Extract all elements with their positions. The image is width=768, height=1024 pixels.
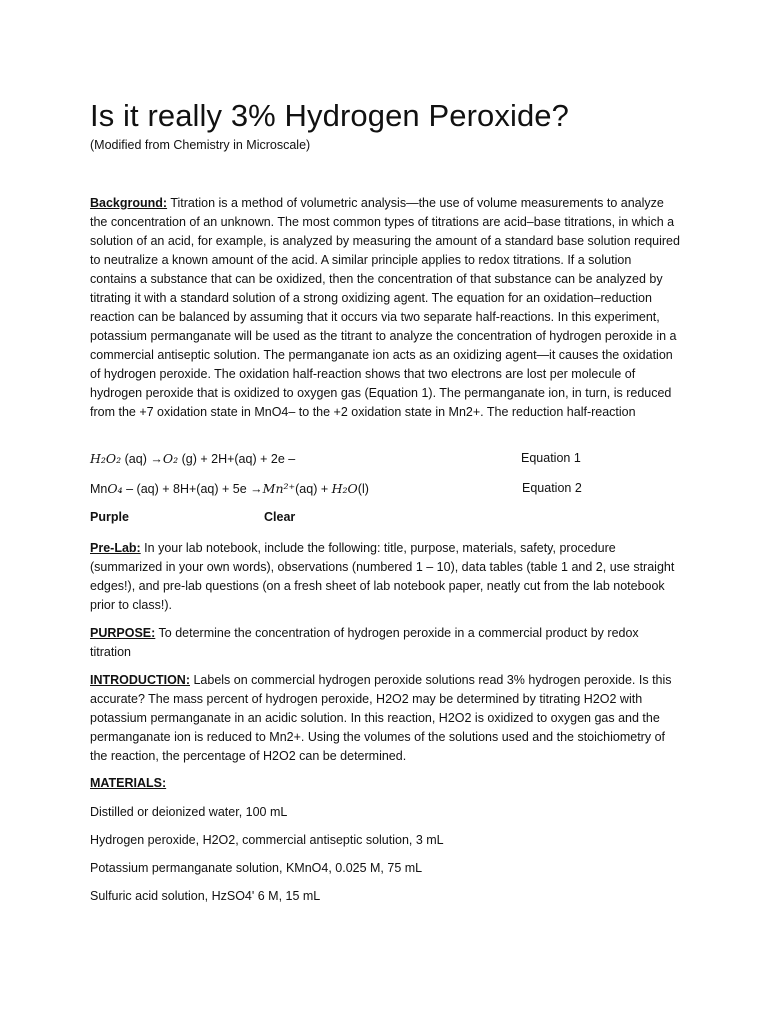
- materials-heading: [90, 776, 166, 790]
- background-paragraph: [90, 194, 680, 422]
- equation-1: [90, 451, 690, 471]
- background-heading: Background:: [90, 196, 168, 210]
- mn2-symbol: Mn²⁺: [262, 481, 296, 496]
- h2o2-symbol: H₂O₂: [90, 451, 122, 466]
- material-item: Hydrogen peroxide, H2O2, commercial antiseptic solution, 3 mL: [90, 833, 444, 847]
- prelab-text: In your lab notebook, include the following: title, purpose, materials, safety, procedure (summarized in your own words), observations (numbered 1 – 10), data tables (table 1 and 2, use straight edges!), and pre-lab questions (on a fresh sheet of lab notebook paper, neatly cut from the lab notebook prior to class!).: [90, 541, 675, 612]
- introduction-text: Labels on commercial hydrogen peroxide solutions read 3% hydrogen peroxide. Is this accurate? The mass percent of hydrogen peroxide, H2O2 may be determined by titrating H2O2 with potassium permanganate in an acidic solution. In this reaction, H2O2 is oxidized to oxygen gas and the permanganate ion is reduced to Mn2+. Using the volumes of the solutions used and the stoichiometry of the reaction, the percentage of H2O2 can be determined.: [90, 673, 672, 763]
- introduction-paragraph: [90, 671, 680, 766]
- equation-1-expression: [90, 451, 295, 466]
- equation-1-part-a: (aq) →: [121, 452, 163, 466]
- purpose-heading: PURPOSE:: [90, 626, 156, 640]
- equation-2-part-c: (l): [357, 482, 369, 496]
- equation-1-label: Equation 1: [521, 451, 581, 465]
- equation-2: [90, 481, 690, 501]
- materials-heading-text: MATERIALS:: [90, 776, 167, 790]
- purpose-paragraph: [90, 624, 680, 662]
- document-subtitle: (Modified from Chemistry in Microscale): [90, 138, 311, 152]
- prelab-paragraph: [90, 539, 680, 615]
- material-item: Sulfuric acid solution, HzSO4' 6 M, 15 mL: [90, 889, 321, 903]
- mn-text: Mn: [90, 482, 108, 496]
- material-item: Distilled or deionized water, 100 mL: [90, 805, 288, 819]
- material-item: Potassium permanganate solution, KMnO4, 0.025 M, 75 mL: [90, 861, 423, 875]
- color-purple-label: Purple: [90, 510, 129, 524]
- equation-2-part-a: – (aq) + 8H+(aq) + 5e →: [122, 482, 263, 496]
- o2-symbol: O₂: [162, 451, 179, 466]
- equation-1-part-b: (g) + 2H+(aq) + 2e –: [178, 452, 296, 466]
- purpose-text: To determine the concentration of hydrogen peroxide in a commercial product by redox titration: [90, 626, 639, 659]
- equation-2-part-b: (aq) +: [295, 482, 332, 496]
- document-title: Is it really 3% Hydrogen Peroxide?: [90, 98, 569, 133]
- background-text: Titration is a method of volumetric analysis—the use of volume measurements to analyze the concentration of an unknown. The most common types of titrations are acid–base titrations, in which a solution of an acid, for example, is analyzed by measuring the amount of a standard base solution required to neutralize a known amount of the acid. A similar principle applies to redox titrations. If a solution contains a substance that can be oxidized, then the concentration of that substance can be analyzed by titrating it with a standard solution of a strong oxidizing agent. The equation for an oxidation–reduction reaction can be balanced by assuming that it occurs via two separate half-reactions. In this experiment, potassium permanganate will be used as the titrant to analyze the concentration of hydrogen peroxide in a commercial antiseptic solution. The permanganate ion acts as an oxidizing agent—it causes the oxidation of hydrogen peroxide. The oxidation half-reaction shows that two electrons are lost per molecule of hydrogen peroxide that is oxidized to oxygen gas (Equation 1). The permanganate ion, in turn, is reduced from the +7 oxidation state in MnO4– to the +2 oxidation state in Mn2+. The reduction half-reaction: [90, 196, 680, 419]
- h2o-symbol: H₂O: [331, 481, 358, 496]
- equation-2-label: Equation 2: [522, 481, 582, 495]
- prelab-heading: Pre-Lab:: [90, 541, 141, 555]
- color-clear-label: Clear: [264, 510, 296, 524]
- o4-symbol: O₄: [107, 481, 123, 496]
- equation-2-expression: [90, 481, 369, 496]
- introduction-heading: INTRODUCTION:: [90, 673, 190, 687]
